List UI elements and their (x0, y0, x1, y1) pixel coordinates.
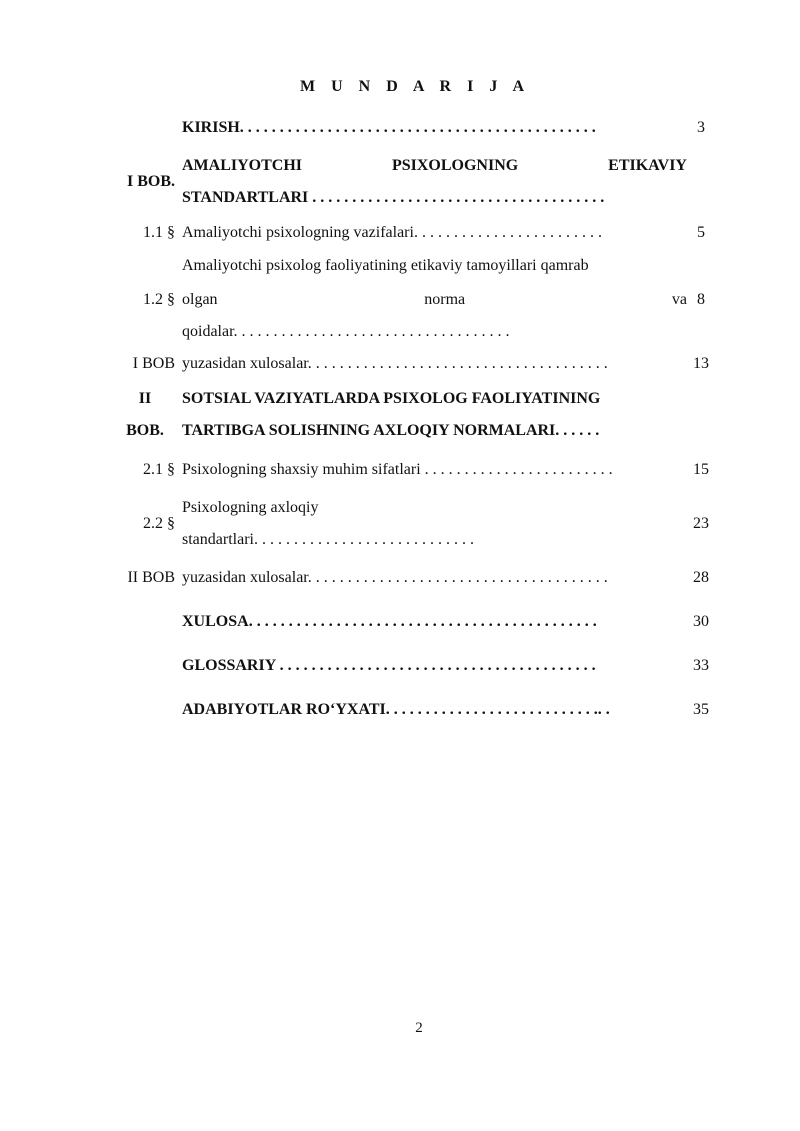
entry-word: olgan (182, 291, 218, 308)
entry-text: SOTSIAL VAZIYATLARDA PSIXOLOG FAOLIYATINING (182, 390, 601, 407)
entry-word: norma (424, 291, 466, 308)
entry-text: Psixologning axloqiy (182, 499, 319, 516)
heading-word: ETIKAVIY (608, 157, 687, 174)
leader-dots: . . . . . . . . . . . . . . . . . . . . . . . . . . . . . . . . . . . . . . (307, 569, 608, 586)
footer-page-number: 2 (415, 1020, 423, 1036)
heading-word: PSIXOLOGNING (391, 157, 519, 174)
page-number: 13 (693, 355, 709, 372)
entry-text: Amaliyotchi psixologning vazifalari (182, 224, 414, 241)
leader-dots: . . . . . . . . . . . . . . . . . . . . . . . . . . . . . . . . . . . . . (308, 189, 605, 206)
entry-text: qoidalar (182, 323, 234, 340)
entry-text: Amaliyotchi psixolog faoliyatining etikaviy tamoyillari qamrab (182, 257, 589, 274)
page-number: 5 (697, 224, 705, 241)
leader-dots: . . . . . . . . . . . . . . . . . . . . . . . . (424, 461, 613, 478)
leader-dots: . . . . . . . . . . . . . . . . . . . . . . . . . . . . (253, 531, 474, 548)
page-number: 35 (693, 701, 709, 718)
page-number: 23 (693, 515, 709, 532)
page-number: 3 (697, 119, 705, 136)
leader-dots: . . . . . . . . . . . . . . . . . . . . . . . . (413, 224, 602, 241)
section-label: 1.1 § (143, 224, 175, 241)
entry-text: ADABIYOTLAR RO‘YXATI (182, 701, 386, 718)
entry-text: KIRISH (182, 119, 240, 136)
chapter-label: BOB. (126, 422, 164, 439)
page-number: 33 (693, 657, 709, 674)
toc-title: M U N D A R I J A (299, 78, 530, 95)
entry-word: va (671, 291, 687, 308)
entry-text: XULOSA (182, 613, 249, 630)
heading-word: AMALIYOTCHI (182, 157, 303, 174)
leader-dots: . . . . . . . . . . . . . . . . . . . . . . . . . . . . . . . . . . . . . . (307, 355, 608, 372)
leader-dots: . . . . . . . . . . . . . . . . . . . . . . . . . . .. . (385, 701, 610, 718)
leader-dots: . . . . . . . . . . . . . . . . . . . . . . . . . . . . . . . . . . . . . . . . . . . . (248, 613, 597, 630)
entry-text: TARTIBGA SOLISHNING AXLOQIY NORMALARI (182, 422, 556, 439)
entry-text: GLOSSARIY (182, 657, 280, 674)
chapter-label: II BOB (127, 569, 175, 586)
leader-dots: . . . . . . (555, 422, 600, 439)
page-number: 8 (697, 291, 705, 308)
leader-dots: . . . . . . . . . . . . . . . . . . . . . . . . . . . . . . . . . . . . . . . . . . . . . (239, 119, 596, 136)
entry-text: yuzasidan xulosalar (182, 355, 308, 372)
leader-dots: . . . . . . . . . . . . . . . . . . . . . . . . . . . . . . . . . . . . . . . . (279, 657, 596, 674)
chapter-label: II (138, 390, 152, 407)
section-label: 2.2 § (143, 515, 175, 532)
page-number: 30 (693, 613, 709, 630)
entry-text: yuzasidan xulosalar (182, 569, 308, 586)
page-number: 15 (693, 461, 709, 478)
entry-text: Psixologning shaxsiy muhim sifatlari (182, 461, 425, 478)
entry-text: standartlari (182, 531, 254, 548)
section-label: 2.1 § (143, 461, 175, 478)
leader-dots: . . . . . . . . . . . . . . . . . . . . . . . . . . . . . . . . . . . (233, 323, 510, 340)
section-label: 1.2 § (143, 291, 175, 308)
page-number: 28 (693, 569, 709, 586)
chapter-label: I BOB. (126, 173, 175, 190)
chapter-label: I BOB (132, 355, 175, 372)
entry-text: STANDARTLARI (182, 189, 309, 206)
